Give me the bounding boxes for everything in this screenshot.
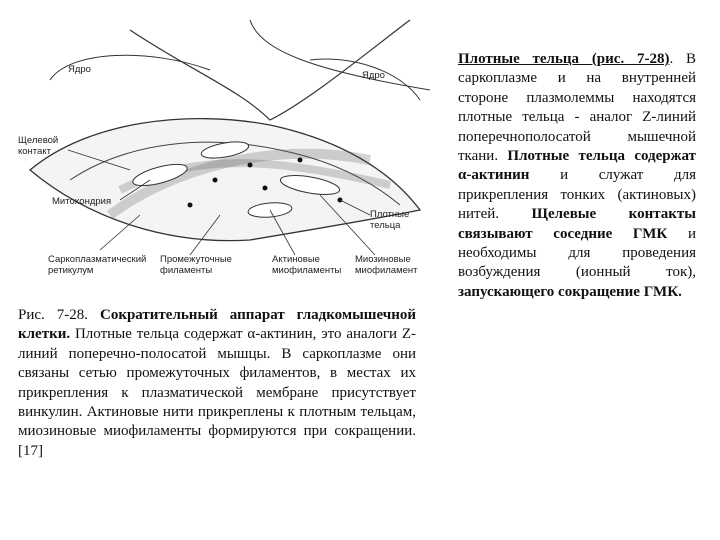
right-p2-bold: Плотные тельца содержат α-актинин (458, 148, 697, 184)
label-sarcoplasmic-2: ретикулум (48, 265, 94, 276)
right-title: Плотные тельца (рис. 7-28) (458, 51, 670, 67)
right-p3-mid: и необходимы для проведения возбуждения (ионный ток), (458, 225, 696, 281)
label-dense-1: Плотные (370, 209, 410, 220)
label-myosin-2: миофиламент (355, 265, 418, 276)
label-sarcoplasmic-1: Саркоплазматический (48, 254, 147, 265)
label-myosin-1: Миозиновые (355, 254, 411, 265)
label-nucleus-left: Ядро (68, 64, 91, 75)
caption-prefix: Рис. 7-28. (18, 307, 88, 323)
label-nucleus-right: Ядро (362, 70, 385, 81)
figure-caption (18, 306, 416, 461)
dense-body-1 (213, 178, 218, 183)
right-title-end: . (669, 51, 674, 67)
label-actin-2: миофиламенты (272, 265, 342, 276)
label-mitochondria: Митохондрия (52, 196, 112, 207)
dense-body-2 (248, 163, 253, 168)
label-gap-junction-2: контакт (18, 146, 51, 157)
caption-body: Плотные тельца содержат α-актинин, это аналоги Z-линий поперечно-полосатой мышцы. В саркоплазме они связаны сетью промежуточных филаментов, в местах их прикрепления к плазматической мембране присутствует винкулин. Актиновые нити прикреплены к плотным тельцам, миозиновые миофиламенты формируются при сокращении. [17] (18, 326, 416, 459)
right-p3-bold2: запускающего сокращение ГМК. (458, 283, 682, 300)
caption-title: Сократительный аппарат гладкомышечной клетки. (18, 307, 416, 343)
smooth-muscle-diagram (10, 10, 430, 300)
dense-body-3 (263, 186, 268, 191)
label-intermediate-1: Промежуточные (160, 254, 232, 265)
right-p1: В саркоплазме и на внутренней стороне плазмолеммы находятся плотные тельца - аналог Z-линий поперечнополосатой мышечной ткани. (458, 51, 696, 165)
label-actin-1: Актиновые (272, 254, 320, 265)
dense-body-4 (298, 158, 303, 163)
label-dense-2: тельца (370, 220, 401, 231)
label-intermediate-2: филаменты (160, 265, 213, 276)
label-gap-junction-1: Щелевой (18, 135, 59, 146)
right-p3-bold: Щелевые контакты связывают соседние ГМК (458, 206, 696, 242)
right-text-block (458, 50, 696, 302)
dense-body-6 (188, 203, 193, 208)
diagram-svg (10, 10, 430, 300)
cell-membrane-upper-2 (250, 20, 430, 90)
right-p2-rest: и служат для прикрепления тонких (актиновых) нитей. (458, 167, 696, 223)
